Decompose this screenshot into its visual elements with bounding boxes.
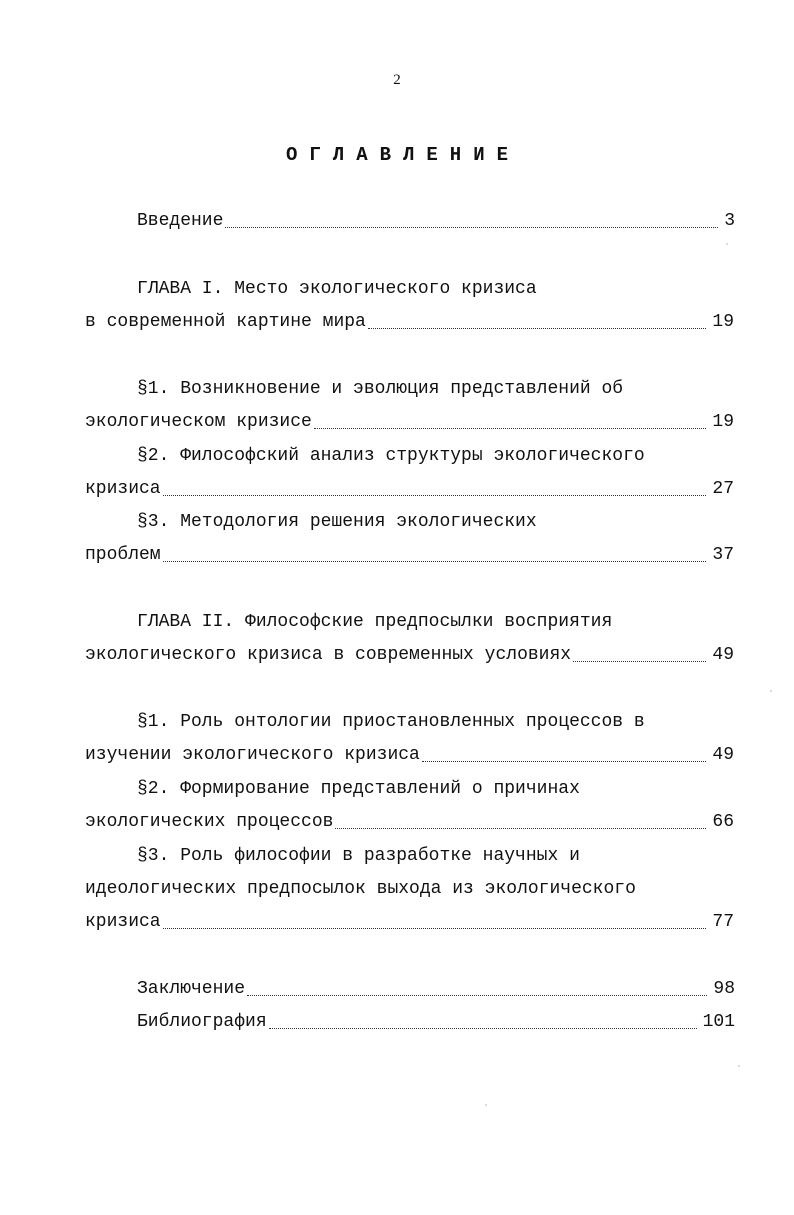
toc-section-1-1-heading[interactable]: §1. Возникновение и эволюция представлений об [137,379,624,399]
toc-entry-text: экологических процессов [85,812,334,832]
toc-page-number: 37 [712,545,734,565]
dot-leader [368,327,707,329]
toc-entry-text: Заключение [137,979,246,999]
page-title: ОГЛАВЛЕНИЕ [285,144,521,166]
toc-page-number: 27 [712,479,734,499]
toc-entry-text: кризиса [85,912,161,932]
toc-section-2-1-heading[interactable]: §1. Роль онтологии приостановленных процессов в [137,712,645,732]
toc-page-number: 66 [712,812,734,832]
dot-leader [163,494,707,496]
toc-page-number: 77 [712,912,734,932]
toc-section-1-2[interactable] [85,476,734,502]
scan-speck [770,690,772,692]
dot-leader [573,660,706,662]
toc-section-1-2-heading[interactable]: §2. Философский анализ структуры экологического [137,446,645,466]
toc-section-2-2[interactable] [85,809,734,835]
scan-speck [726,243,728,245]
toc-section-1-1[interactable] [85,409,734,435]
toc-page-number: 101 [702,1012,735,1032]
dot-leader [163,560,707,562]
dot-leader [422,760,707,762]
scan-speck [738,1065,740,1067]
toc-entry-text: кризиса [85,479,161,499]
toc-section-1-3-heading[interactable]: §3. Методология решения экологических [137,512,537,532]
dot-leader [269,1027,697,1029]
toc-entry-text: Введение [137,211,224,231]
toc-chapter-2[interactable] [85,642,734,668]
toc-page-number: 49 [712,745,734,765]
dot-leader [163,927,707,929]
toc-entry-conclusion[interactable] [137,976,735,1002]
toc-entry-text: в современной картине мира [85,312,366,332]
toc-chapter-1-heading[interactable]: ГЛАВА I. Место экологического кризиса [137,279,537,299]
toc-entry-text: проблем [85,545,161,565]
toc-chapter-1[interactable] [85,309,734,335]
dot-leader [335,827,706,829]
toc-page-number: 19 [712,412,734,432]
dot-leader [314,427,707,429]
dot-leader [225,226,718,228]
toc-entry-bibliography[interactable] [137,1009,735,1035]
toc-section-2-2-heading[interactable]: §2. Формирование представлений о причинах [137,779,580,799]
toc-page-number: 49 [712,645,734,665]
dot-leader [247,994,707,996]
toc-section-2-1[interactable] [85,742,734,768]
toc-section-2-3-heading[interactable]: §3. Роль философии в разработке научных и [137,846,580,866]
page-number: 2 [393,72,401,88]
scan-speck [485,1104,487,1106]
toc-entry-intro[interactable] [137,208,735,234]
toc-entry-text: Библиография [137,1012,267,1032]
toc-page-number: 3 [724,211,735,231]
toc-section-2-3-continuation[interactable]: идеологических предпосылок выхода из экологического [85,879,636,899]
toc-entry-text: изучении экологического кризиса [85,745,420,765]
toc-chapter-2-heading[interactable]: ГЛАВА II. Философские предпосылки восприятия [137,612,613,632]
toc-page-number: 19 [712,312,734,332]
toc-entry-text: экологическом кризисе [85,412,312,432]
toc-entry-text: экологического кризиса в современных условиях [85,645,572,665]
toc-section-2-3[interactable] [85,909,734,935]
toc-page-number: 98 [713,979,735,999]
toc-section-1-3[interactable] [85,542,734,568]
